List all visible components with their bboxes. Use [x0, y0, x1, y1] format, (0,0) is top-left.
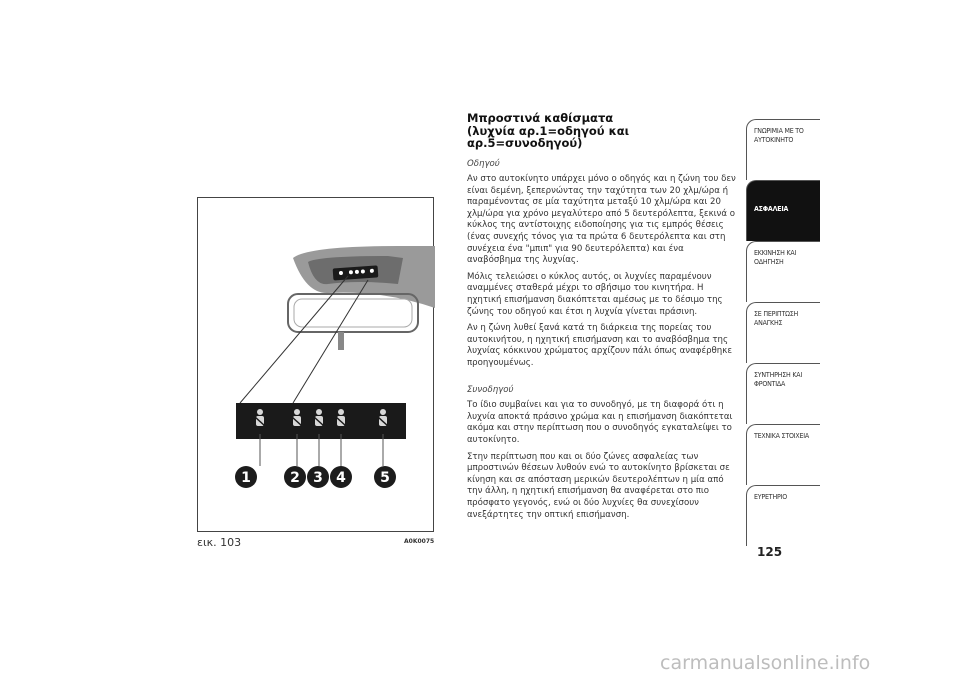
figure-illustration: [197, 197, 434, 532]
tab-safety[interactable]: ΑΣΦΑΛΕΙΑ: [746, 180, 820, 241]
rear-view-mirror: [288, 294, 418, 332]
driver-heading: Οδηγού: [467, 158, 500, 169]
callout-label-2: 2: [290, 470, 300, 486]
passenger-paragraph-2: Στην περίπτωση που και οι δύο ζώνες ασφαλείας των μπροστινών θέσεων λυθούν ενώ το αυτοκίνητο βρίσκεται σε κίνηση και σε απόσταση μερικών δευτερολέπτων η μία από την άλλη, η ηχητική επισήμανση θα αναφέρεται στο πιο πρόσφατο γεγονός, ενώ οι δύο λυχνίες θα συνεχίσουν ανεξάρτητες την οπτική επισήμανση.: [467, 451, 730, 520]
passenger-heading: Συνοδηγού: [467, 384, 514, 395]
mirror-glass: [294, 299, 412, 327]
section-title: [467, 112, 737, 150]
mirror-stem: [338, 332, 344, 350]
tab-emergency[interactable]: ΣΕ ΠΕΡΙΠΤΩΣΗ ΑΝΑΓΚΗΣ: [746, 302, 820, 363]
driver-paragraph-3: Αν η ζώνη λυθεί ξανά κατά τη διάρκεια της πορείας του αυτοκινήτου, η ηχητική επισήμανση και το αναβόσβημα της λυχνίας κόκκινου χρώματος αρχίζουν πάλι όπως αναφέρθηκε προηγουμένως.: [467, 323, 732, 368]
leader-line: [293, 280, 368, 403]
driver-paragraph-1: Αν στο αυτοκίνητο υπάρχει μόνο ο οδηγός και η ζώνη του δεν είναι δεμένη, ξεπερνώντας την ταχύτητα των 20 χλμ/ώρα ή παραμένοντας σε μία ταχύτητα μεταξύ 10 χλμ/ώρα και 20 χλμ/ώρα για χρόνο μεγαλύτερο από 5 δευτερόλεπτα, ξεκινά ο κύκλος της αντίστοιχης ειδοποίησης για τις εμπρός θέσεις (ένας συνεχής τόνος για τα πρώτα 6 δευτερόλεπτα και στη συνέχεια ένα "μπιπ" για 90 δευτερόλεπτα) και ένα αναβόσβημα της λυχνίας.: [467, 174, 736, 266]
section-body: [467, 112, 737, 526]
figure-caption: εικ. 103: [197, 536, 242, 549]
driver-paragraph-2: Μόλις τελειώσει ο κύκλος αυτός, οι λυχνίες παραμένουν αναμμένες σταθερά μέχρι το σβήσιμο του κινητήρα. Η ηχητική επισήμανση διακόπτεται αμέσως με το δέσιμο της ζώνης του οδηγού και έτσι η λυχνία γίνεται πράσινη.: [467, 271, 723, 317]
watermark-text: carmanualsonline.info: [660, 652, 871, 674]
tab-index[interactable]: ΕΥΡΕΤΗΡΙΟ: [746, 485, 820, 546]
figure-code: A0K0075: [404, 538, 435, 545]
section-title-line2: (λυχνία αρ.1=οδηγού και αρ.5=συνοδηγού): [467, 123, 630, 150]
tab-technical-data[interactable]: ΤΕΧΝΙΚΑ ΣΤΟΙΧΕΙΑ: [746, 424, 820, 485]
callout-label-5: 5: [380, 470, 390, 486]
page-number: 125: [757, 545, 783, 559]
tab-maintenance[interactable]: ΣΥΝΤΗΡΗΣΗ ΚΑΙ ΦΡΟΝΤΙΔΑ: [746, 363, 820, 424]
passenger-paragraph-1: Το ίδιο συμβαίνει και για το συνοδηγό, με τη διαφορά ότι η λυχνία αποκτά πράσινο χρώμα και η επισήμανση διακόπτεται ακόμα και στην περίπτωση που ο συνοδηγός εγκαταλείψει το αυτοκίνητο.: [467, 400, 733, 445]
section-title-line1: Μπροστινά καθίσματα: [467, 111, 614, 125]
chapter-tabs: [746, 119, 820, 546]
tab-starting-driving[interactable]: ΕΚΚΙΝΗΣΗ ΚΑΙ ΟΔΗΓΗΣΗ: [746, 241, 820, 302]
callout-markers: [235, 466, 396, 488]
callout-label-4: 4: [336, 470, 346, 486]
callout-label-1: 1: [241, 470, 251, 486]
tab-getting-to-know[interactable]: ΓΝΩΡΙΜΙΑ ΜΕ ΤΟ ΑΥΤΟΚΙΝΗΤΟ: [746, 119, 820, 180]
callout-label-3: 3: [313, 470, 323, 486]
seat-belt-indicator-illustration: [198, 198, 435, 533]
